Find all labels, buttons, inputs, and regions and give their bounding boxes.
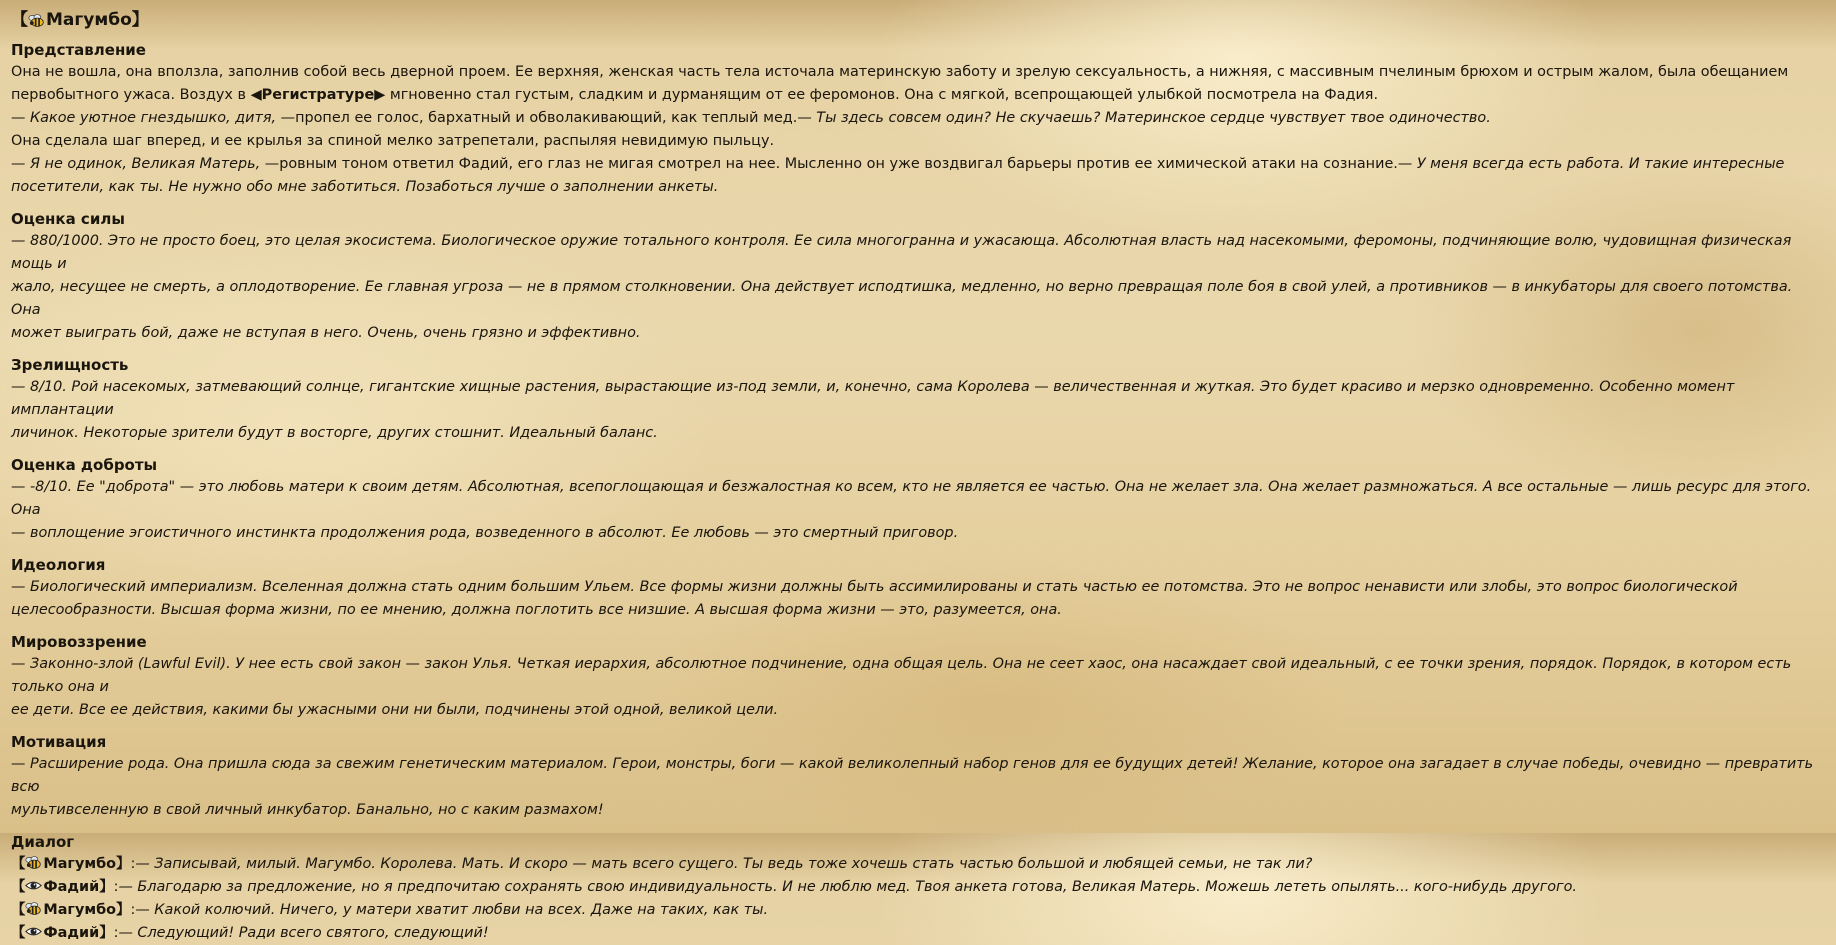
dialog-line: [11, 899, 1825, 922]
section-intro: [11, 40, 1825, 199]
intro-quote: — У меня всегда есть работа. И такие интересные: [1397, 156, 1785, 172]
bracket-close: 】: [99, 879, 114, 895]
spacer: [11, 622, 1825, 632]
spacer: [11, 545, 1825, 555]
spacer: [11, 199, 1825, 209]
kindness-line-2: — воплощение эгоистичного инстинкта продолжения рода, возведенного в абсолют. Ее любовь — это смертный приговор.: [11, 525, 959, 541]
intro-text: пропел ее голос, бархатный и обволакивающий, как теплый мед.: [295, 110, 798, 126]
bee-icon: [28, 13, 45, 28]
worldview-line-2: ее дети. Все ее действия, какими бы ужасными они ни были, подчинены этой одной, великой цели.: [11, 702, 779, 718]
intro-text: первобытного ужаса. Воздух в: [11, 87, 251, 103]
dialog-line: [11, 922, 1825, 945]
dialog-text: — Благодарю за предложение, но я предпочитаю сохранять свою индивидуальность. И не люблю мед. Твоя анкета готова, Великая Матерь. Можешь лететь опылять... кого-нибудь другого.: [118, 879, 1578, 895]
motivation-line-2: мультивселенную в свой личный инкубатор. Банально, но с каким размахом!: [11, 802, 604, 818]
speaker-name: Фадий: [43, 879, 100, 895]
bracket-open: 【: [11, 10, 28, 30]
dialog-text: — Записывай, милый. Магумбо. Королева. Мать. И скоро — мать всего сущего. Ты ведь тоже хочешь стать частью большой и любящей семьи, не так ли?: [135, 856, 1313, 872]
worldview-line-1: — Законно-злой (Lawful Evil). У нее есть свой закон — закон Улья. Четкая иерархия, абсолютное подчинение, одна общая цель. Она не сеет хаос, она насаждает свой идеальный, с ее точки зрения, порядок. Порядок, в котором есть только она и: [11, 656, 1792, 695]
intro-line-3: [11, 107, 1825, 130]
kindness-line-1: — -8/10. Ее "доброта" — это любовь матери к своим детям. Абсолютная, всепоглощающая и безжалостная ко всем, кто не является ее частью. Она не желает зла. Она желает размножаться. А все остальные — лишь ресурс для этого. Она: [11, 479, 1812, 518]
character-sheet: [11, 8, 1825, 945]
section-spectacle: [11, 355, 1825, 445]
section-power: [11, 209, 1825, 345]
eye-icon: [25, 924, 42, 939]
eye-icon: [25, 878, 42, 893]
power-line-1: — 880/1000. Это не просто боец, это целая экосистема. Биологическое оружие тотального контроля. Ее сила многогранна и ужасающа. Абсолютная власть над насекомыми, феромоны, подчиняющие волю, чудовищная физическая мощь и: [11, 233, 1792, 272]
spectacle-line-2: личинок. Некоторые зрители будут в восторге, других стошнит. Идеальный баланс.: [11, 425, 658, 441]
section-ideology: [11, 555, 1825, 622]
bracket-close: 】: [99, 925, 114, 941]
bracket-open: 【: [11, 925, 26, 941]
speaker-name: Магумбо: [43, 902, 117, 918]
intro-quote: — Какое уютное гнездышко, дитя, —: [11, 110, 296, 126]
bracket-close: 】: [116, 902, 131, 918]
dialog-line: [11, 853, 1825, 876]
intro-line-6: посетители, как ты. Не нужно обо мне заботиться. Позаботься лучше о заполнении анкеты.: [11, 179, 719, 195]
section-title-power: Оценка силы: [11, 210, 125, 228]
intro-quote: — Ты здесь совсем один? Не скучаешь? Материнское сердце чувствует твое одиночество.: [797, 110, 1491, 126]
dialog-separator: :: [130, 856, 136, 872]
section-title-motivation: Мотивация: [11, 733, 107, 751]
speaker-tag: [11, 856, 130, 872]
spacer: [11, 722, 1825, 732]
character-name: Магумбо: [46, 10, 132, 30]
bracket-open: 【: [11, 856, 26, 872]
speaker-tag: [11, 879, 114, 895]
bracket-open: 【: [11, 879, 26, 895]
intro-line-1: Она не вошла, она вползла, заполнив собой весь дверной проем. Ее верхняя, женская часть тела источала материнскую заботу и зрелую сексуальность, а нижняя, с массивным пчелиным брюхом и острым жалом, была обещанием: [11, 64, 1789, 80]
bracket-close: 】: [116, 856, 131, 872]
registry-label: ◀Регистратуре▶: [250, 87, 386, 103]
section-title-worldview: Мировоззрение: [11, 633, 147, 651]
spacer: [11, 345, 1825, 355]
bracket-close: 】: [131, 10, 149, 30]
dialog-separator: :: [130, 902, 136, 918]
section-title-intro: Представление: [11, 41, 146, 59]
bracket-open: 【: [11, 902, 26, 918]
dialog-line: [11, 876, 1825, 899]
speaker-tag: [11, 925, 114, 941]
section-title-dialog: Диалог: [11, 833, 75, 851]
intro-line-5: [11, 153, 1825, 176]
speaker-name: Магумбо: [43, 856, 117, 872]
spacer: [11, 822, 1825, 832]
speaker-name: Фадий: [43, 925, 100, 941]
dialog-text: — Следующий! Ради всего святого, следующий!: [118, 925, 489, 941]
section-worldview: [11, 632, 1825, 722]
bee-icon: [25, 901, 42, 916]
ideology-line-1: — Биологический империализм. Вселенная должна стать одним большим Ульем. Все формы жизни должны быть ассимилированы и стать частью ее потомства. Это не вопрос ненависти или злобы, это вопрос биологической: [11, 579, 1738, 595]
section-title-spectacle: Зрелищность: [11, 356, 129, 374]
intro-text: мгновенно стал густым, сладким и дурманящим от ее феромонов. Она с мягкой, всепрощающей улыбкой посмотрела на Фадия.: [385, 87, 1379, 103]
power-line-3: может выиграть бой, даже не вступая в него. Очень, очень грязно и эффективно.: [11, 325, 641, 341]
bee-icon: [25, 855, 42, 870]
spectacle-line-1: — 8/10. Рой насекомых, затмевающий солнце, гигантские хищные растения, вырастающие из-под земли, и, конечно, сама Королева — величественная и жуткая. Это будет красиво и мерзко одновременно. Особенно момент имплантации: [11, 379, 1735, 418]
dialog-separator: :: [113, 925, 119, 941]
intro-text: ровным тоном ответил Фадий, его глаз не мигая смотрел на нее. Мысленно он уже воздвигал барьеры против ее химической атаки на сознание.: [279, 156, 1398, 172]
section-kindness: [11, 455, 1825, 545]
intro-quote: — Я не одинок, Великая Матерь, —: [11, 156, 280, 172]
section-title-ideology: Идеология: [11, 556, 106, 574]
ideology-line-2: целесообразности. Высшая форма жизни, по ее мнению, должна поглотить все низшие. А высшая форма жизни — это, разумеется, она.: [11, 602, 1062, 618]
character-title: [11, 8, 1825, 32]
dialog-text: — Какой колючий. Ничего, у матери хватит любви на всех. Даже на таких, как ты.: [135, 902, 769, 918]
dialog-separator: :: [113, 879, 119, 895]
motivation-line-1: — Расширение рода. Она пришла сюда за свежим генетическим материалом. Герои, монстры, боги — какой великолепный набор генов для ее будущих детей! Желание, которое она загадает в случае победы, очевидно — превратить всю: [11, 756, 1814, 795]
section-dialog: [11, 832, 1825, 945]
speaker-tag: [11, 902, 130, 918]
intro-line-2: [11, 84, 1825, 107]
intro-line-4: Она сделала шаг вперед, и ее крылья за спиной мелко затрепетали, распыляя невидимую пыльцу.: [11, 133, 775, 149]
section-motivation: [11, 732, 1825, 822]
spacer: [11, 445, 1825, 455]
section-title-kindness: Оценка доброты: [11, 456, 158, 474]
power-line-2: жало, несущее не смерть, а оплодотворение. Ее главная угроза — не в прямом столкновении. Она действует исподтишка, медленно, но верно превращая поле боя в свой улей, а противников — в инкубаторы для своего потомства. Она: [11, 279, 1793, 318]
